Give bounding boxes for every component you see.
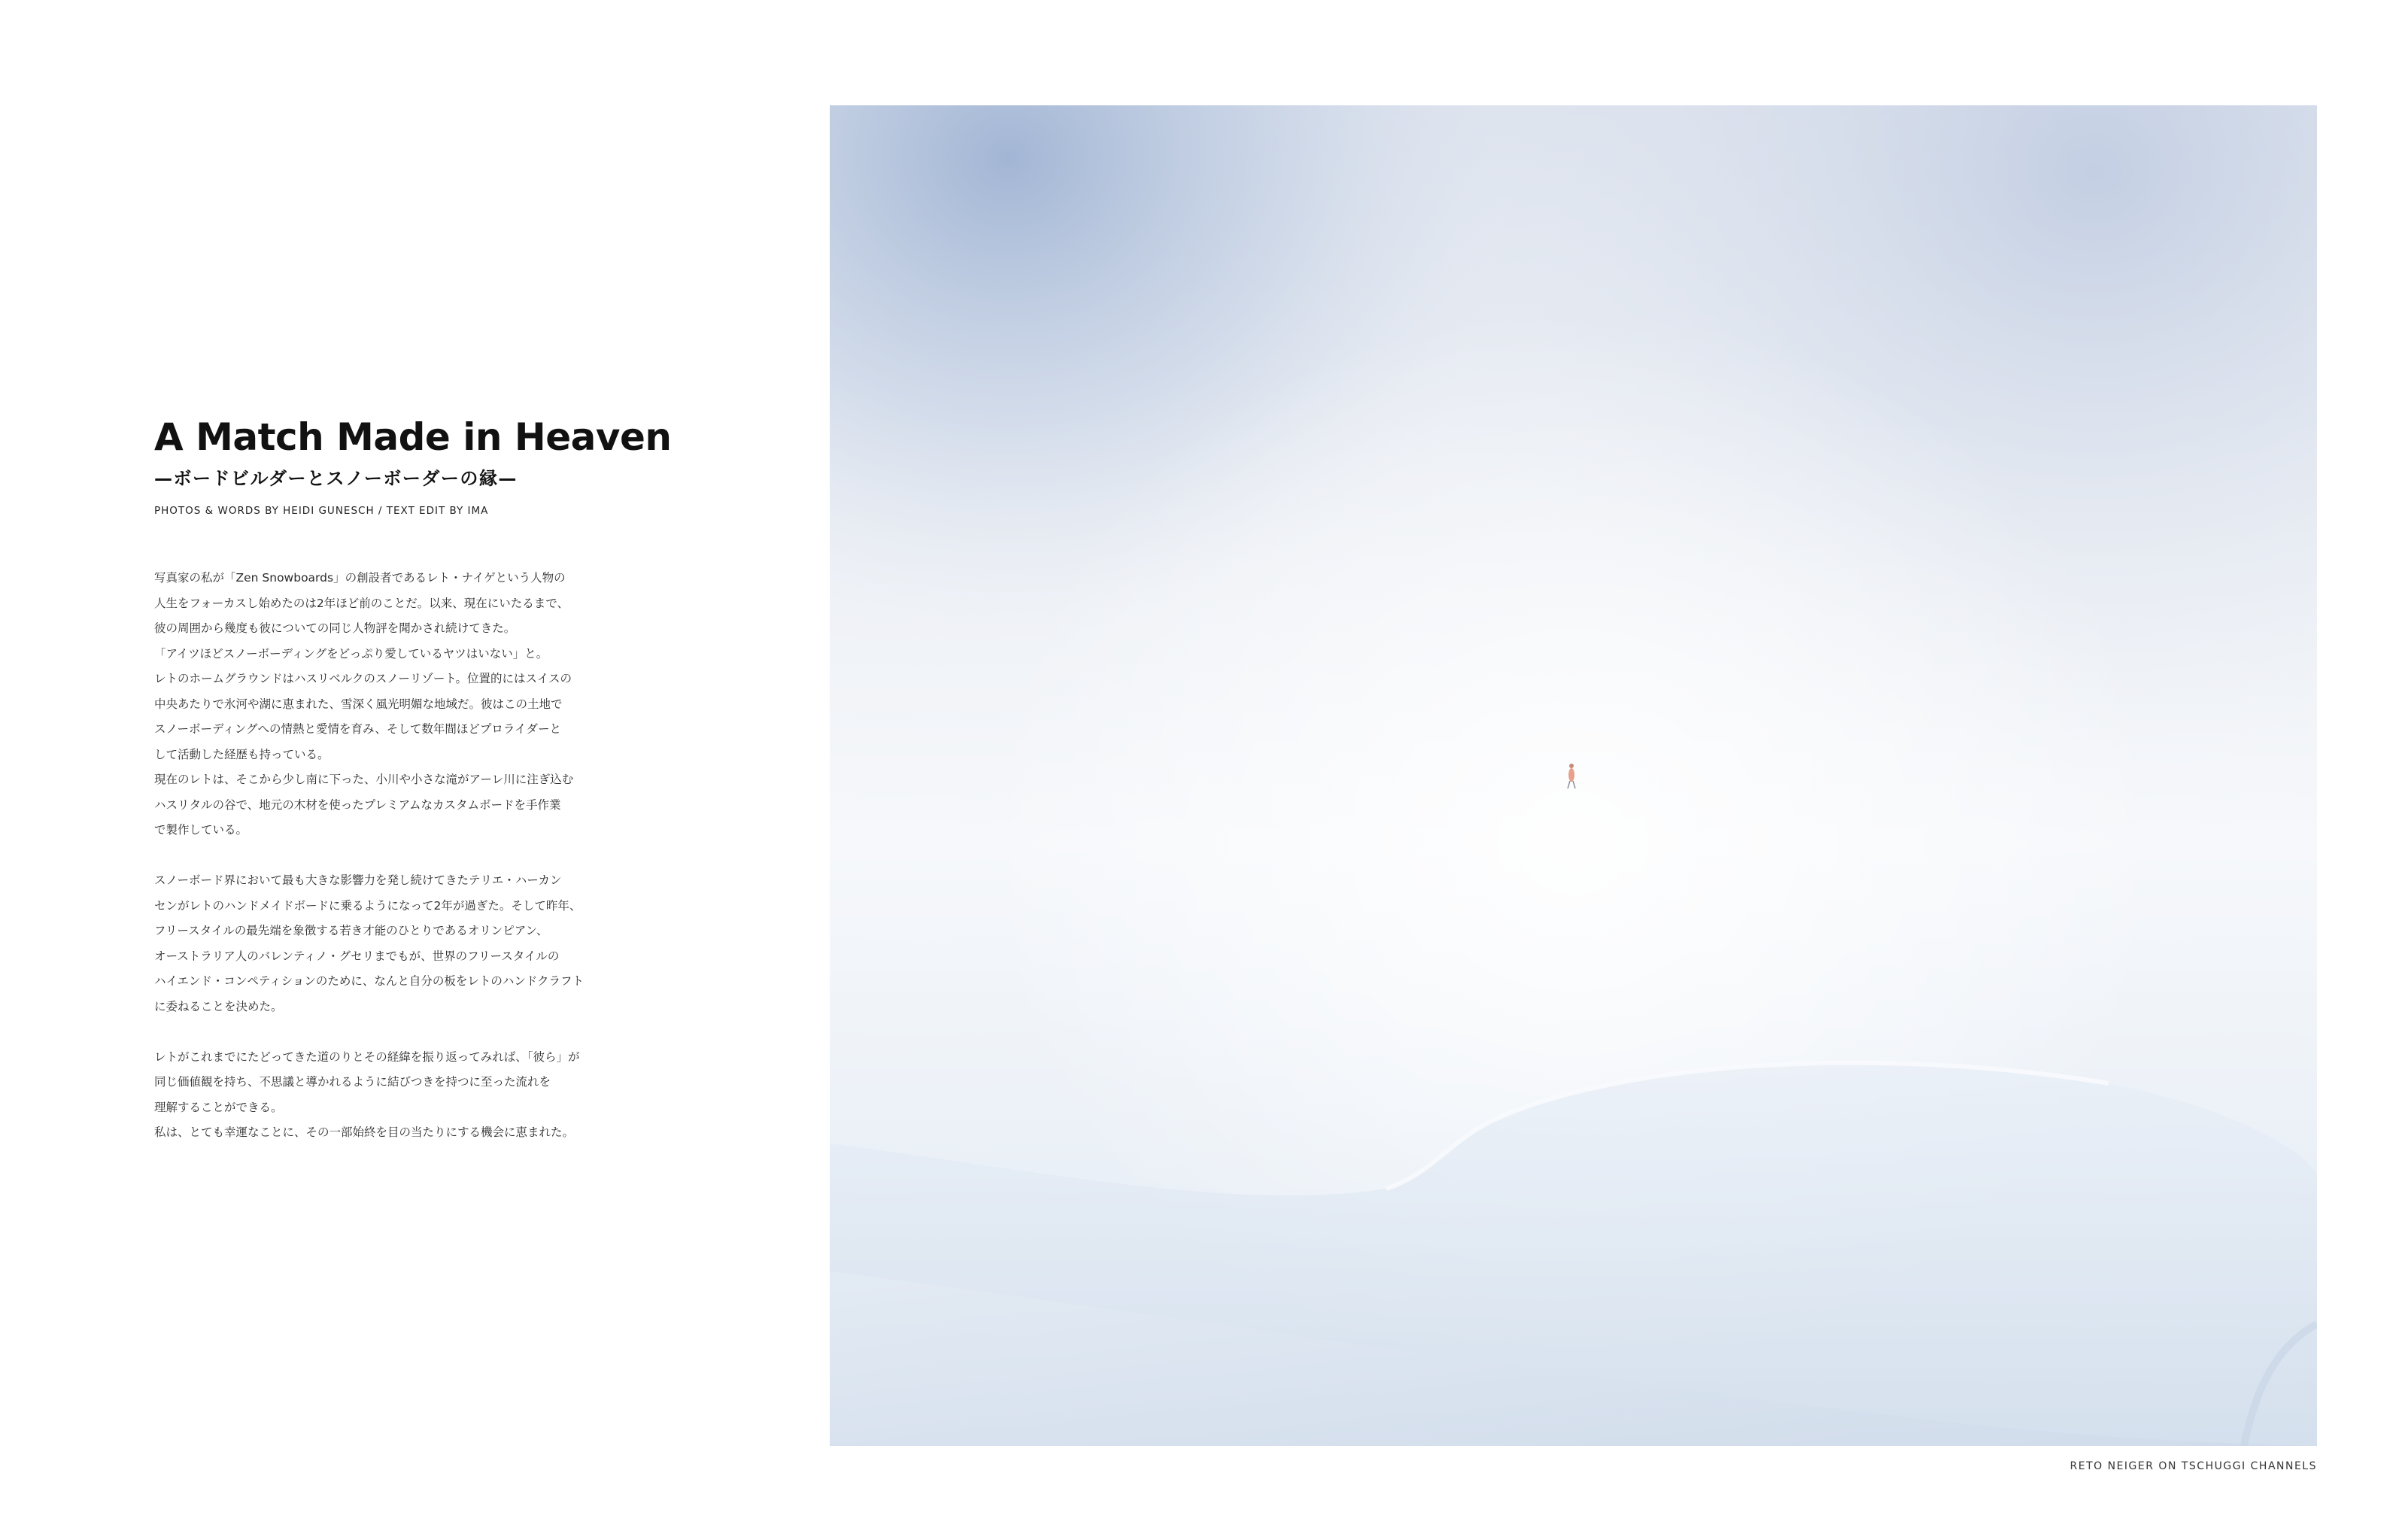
- body-line: センがレトのハンドメイドボードに乗るようになって2年が過ぎた。そして昨年、: [154, 898, 582, 913]
- body-line: して活動した経歴も持っている。: [154, 747, 329, 761]
- body-line: で製作している。: [154, 823, 248, 837]
- body-line: 「アイツほどスノーボーディングをどっぷり愛しているヤツはいない」と。: [154, 646, 548, 661]
- body-line: 彼の周囲から幾度も彼についての同じ人物評を聞かされ続けてきた。: [154, 621, 516, 635]
- article-credits: PHOTOS & WORDS BY HEIDI GUNESCH / TEXT EDIT BY IMA: [154, 505, 489, 517]
- body-line: 写真家の私が「Zen Snowboards」の創設者であるレト・ナイゲという人物の: [154, 571, 566, 585]
- snowscape-photo: [830, 105, 2317, 1446]
- body-line: オーストラリア人のバレンティノ・グセリまでもが、世界のフリースタイルの: [154, 949, 560, 963]
- body-line: 中央あたりで氷河や湖に恵まれた、雪深く風光明媚な地域だ。彼はこの土地で: [154, 697, 563, 711]
- body-line: スノーボーディングへの情熱と愛情を育み、そして数年間ほどプロライダーと: [154, 722, 561, 736]
- article-body: [154, 566, 610, 1146]
- body-paragraph: [154, 868, 610, 1019]
- article-subtitle: —ボードビルダーとスノーボーダーの縁—: [154, 468, 518, 489]
- body-paragraph: [154, 566, 610, 843]
- article-text-column: [154, 412, 672, 1171]
- body-line: 現在のレトは、そこから少し南に下った、小川や小さな滝がアーレ川に注ぎ込む: [154, 773, 574, 786]
- body-line: 私は、とても幸運なことに、その一部始終を目の当たりにする機会に恵まれた。: [154, 1125, 575, 1139]
- body-line: 人生をフォーカスし始めたのは2年ほど前のことだ。以来、現在にいたるまで、: [154, 596, 569, 610]
- body-line: 理解することができる。: [154, 1100, 283, 1114]
- body-paragraph: [154, 1045, 610, 1146]
- body-line: レトがこれまでにたどってきた道のりとその経緯を振り返ってみれば、「彼ら」が: [154, 1049, 580, 1064]
- body-line: に委ねることを決めた。: [154, 999, 283, 1013]
- body-line: 同じ価値観を持ち、不思議と導かれるように結びつきを持つに至った流れを: [154, 1075, 551, 1089]
- body-line: スノーボード界において最も大きな影響力を発し続けてきたテリエ・ハーカン: [154, 873, 562, 887]
- article-title: A Match Made in Heaven: [154, 415, 672, 459]
- body-line: ハスリタルの谷で、地元の木材を使ったプレミアムなカスタムボードを手作業: [154, 797, 561, 812]
- body-line: フリースタイルの最先端を象徴する若き才能のひとりであるオリンピアン、: [154, 924, 548, 937]
- body-line: レトのホームグラウンドはハスリベルクのスノーリゾート。位置的にはスイスの: [154, 672, 572, 685]
- body-line: ハイエンド・コンペティションのために、なんと自分の板をレトのハンドクラフト: [154, 974, 585, 988]
- snowscape-image: [830, 105, 2317, 1446]
- photo-caption: RETO NEIGER ON TSCHUGGI CHANNELS: [2069, 1460, 2317, 1472]
